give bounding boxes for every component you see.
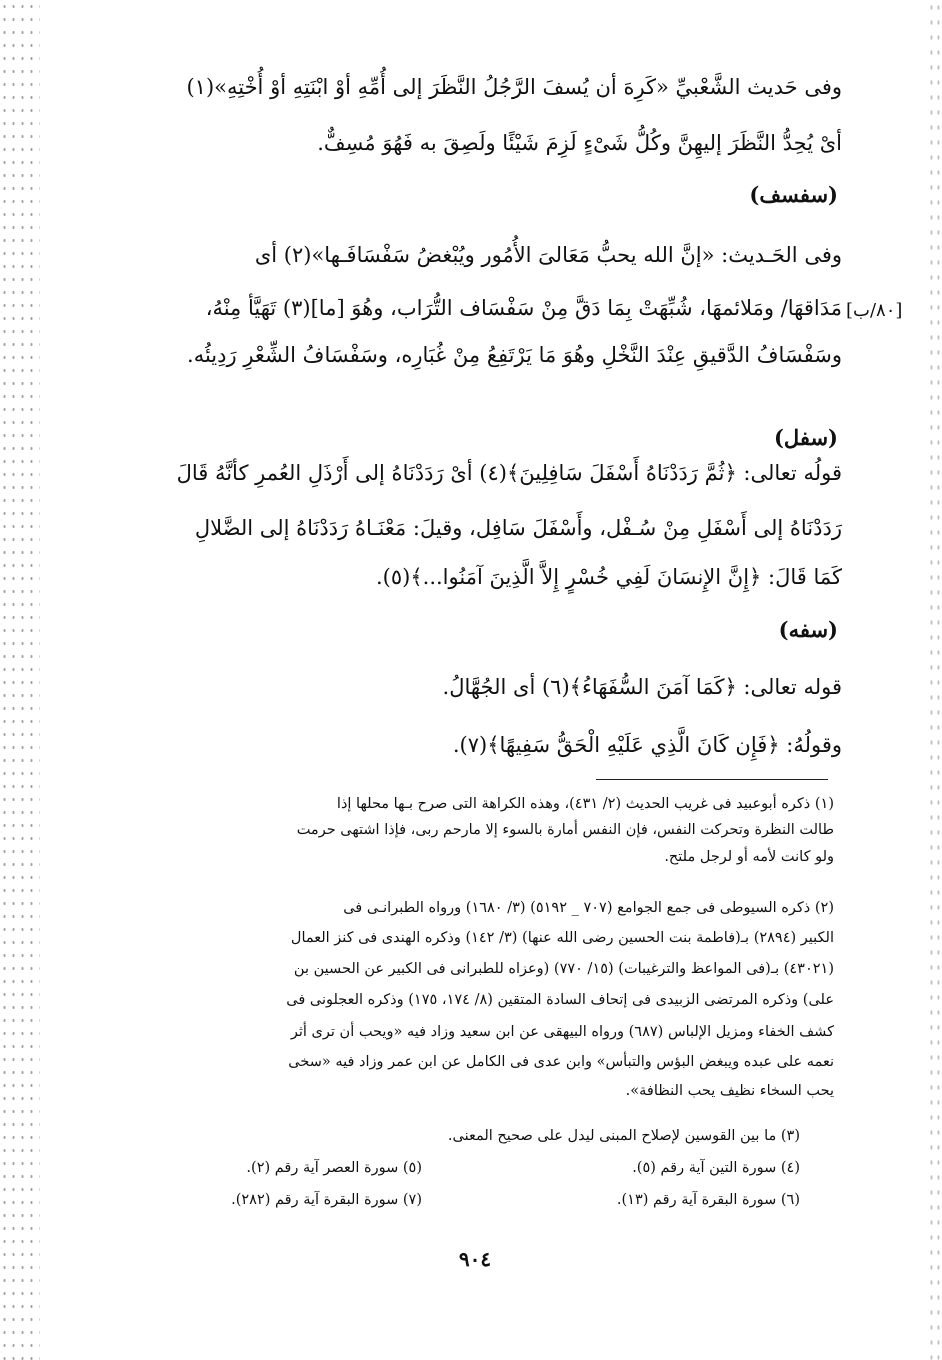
text-line: وفى حَديث الشَّعْبيِّ «كَرِهَ أن يُسفَ الرَّجُلُ النَّظَرَ إلى أُمِّهِ أوْ ابْنَتِهِ أوْ أُخْتِهِ»(١) — [186, 75, 842, 99]
footnote-line: الكبير (٢٨٩٤) بـ(فاطمة بنت الحسين رضى الله عنها) (٣/ ١٤٢) وذكره الهندى فى كنز العمال — [290, 930, 834, 946]
footnote-line: طالت النظرة وتحركت النفس، فإن النفس أمارة بالسوء إلا مارحم ربى، فإذا اشتهى حرمت — [296, 822, 834, 838]
footnote-line: (٣) ما بين القوسين لإصلاح المبنى ليدل على صحيح المعنى. — [447, 1128, 800, 1144]
footnote-line: (٤٣٠٢١) بـ(فى المواعظ والترغيبات) (١٥/ ٧٧٠) (وعزاه للطبرانى فى الكبير عن الحسين بن — [293, 961, 834, 977]
text-line: أىْ يُحِدُّ النَّظَرَ إليهِنَّ وكُلُّ شَىْءٍ لَزِمَ شَيْئًا ولَصِقَ به فَهُوَ مُسِفٌّ. — [317, 131, 842, 155]
footnote-line: (١) ذكره أبوعبيد فى غريب الحديث (٢/ ٤٣١)، وهذه الكراهة التى صرح بـها محلها إذا — [336, 796, 834, 812]
scan-speckle-right — [928, 0, 942, 1360]
scan-speckle-left — [0, 0, 40, 1360]
footnote-line: على) وذكره المرتضى الزبيدى فى إتحاف السادة المتقين (٨/ ١٧٤، ١٧٥) وذكره العجلونى فى — [286, 992, 834, 1008]
footnote-line: (٥) سورة العصر آية رقم (٢). — [246, 1160, 422, 1176]
folio-marker: [٨٠/ب] — [846, 300, 903, 321]
text-line: وفى الحَـديث: «إنَّ الله يحبُّ مَعَالىَ الأُمُور ويُبْغضُ سَفْسَافَـها»(٢) أى — [254, 243, 842, 267]
entry-heading: (سفسف) — [749, 182, 838, 207]
text-line: وقولُهُ: ﴿فَإِن كَانَ الَّذِي عَلَيْهِ الْحَقُّ سَفِيهًا﴾(٧). — [452, 733, 842, 757]
text-line: وسَفْسَافُ الدَّقيقِ عِنْدَ النَّخْلِ وهُوَ مَا يَرْتَفِعُ مِنْ غُبَارِه، وسَفْسَافُ الشِّعْرِ رَدِيئُه. — [187, 343, 842, 367]
text-line: قوله تعالى: ﴿كَمَا آمَنَ السُّفَهَاءُ﴾(٦) أى الجُهَّالُ. — [442, 675, 842, 699]
footnote-separator — [596, 779, 828, 780]
footnote-line: نعمه على عبده ويبغض البؤس والتبأس» وابن عدى فى الكامل عن ابن عمر وزاد فيه «سخى — [288, 1054, 834, 1070]
entry-heading: (سفه) — [778, 617, 838, 642]
text-line: قولُه تعالى: ﴿ثُمَّ رَدَدْنَاهُ أَسْفَلَ سَافِلِينَ﴾(٤) أىْ رَدَدْنَاهُ إلى أَرْذَلِ العُمرِ كأنَّهُ قَالَ — [176, 461, 842, 485]
footnote-line: (٦) سورة البقرة آية رقم (١٣). — [616, 1192, 800, 1208]
footnote-line: ولو كانت لأمه أو لرجل ملتح. — [664, 849, 834, 865]
entry-heading: (سفل) — [774, 425, 838, 450]
footnote-line: كشف الخفاء ومزيل الإلباس (٦٨٧) ورواه البيهقى عن ابن سعيد وزاد فيه «ويحب أن ترى أثر — [290, 1024, 834, 1040]
footnote-line: (٧) سورة البقرة آية رقم (٢٨٢). — [231, 1192, 422, 1208]
text-line: رَدَدْنَاهُ إلى أَسْفَلِ مِنْ سُـفْل، وأَسْفَلَ سَافِل، وقيلَ: مَعْنَـاهُ رَدَدْنَاهُ إلى الضَّلالِ — [194, 516, 842, 540]
text-line: مَدَاقهَا/ ومَلائمهَا، شُبِّهَتْ بِمَا دَقَّ مِنْ سَفْسَاف التُّرَاب، وهُوَ [ما](٣) تَهَيَّأ مِنْهُ، — [205, 296, 842, 320]
text-line: كَمَا قَالَ: ﴿إِنَّ الإِنسَانَ لَفِي خُسْرٍ إِلاَّ الَّذِينَ آمَنُوا...﴾(٥). — [376, 565, 842, 589]
footnote-line: (٢) ذكره السيوطى فى جمع الجوامع (٧٠٧ _ ٥١٩٢) (٣/ ١٦٨٠) ورواه الطبرانـى فى — [343, 900, 834, 916]
footnote-line: يحب السخاء نظيف يحب النظافة». — [625, 1083, 834, 1099]
footnote-line: (٤) سورة التين آية رقم (٥). — [632, 1160, 800, 1176]
page-number: ٩٠٤ — [458, 1247, 492, 1271]
